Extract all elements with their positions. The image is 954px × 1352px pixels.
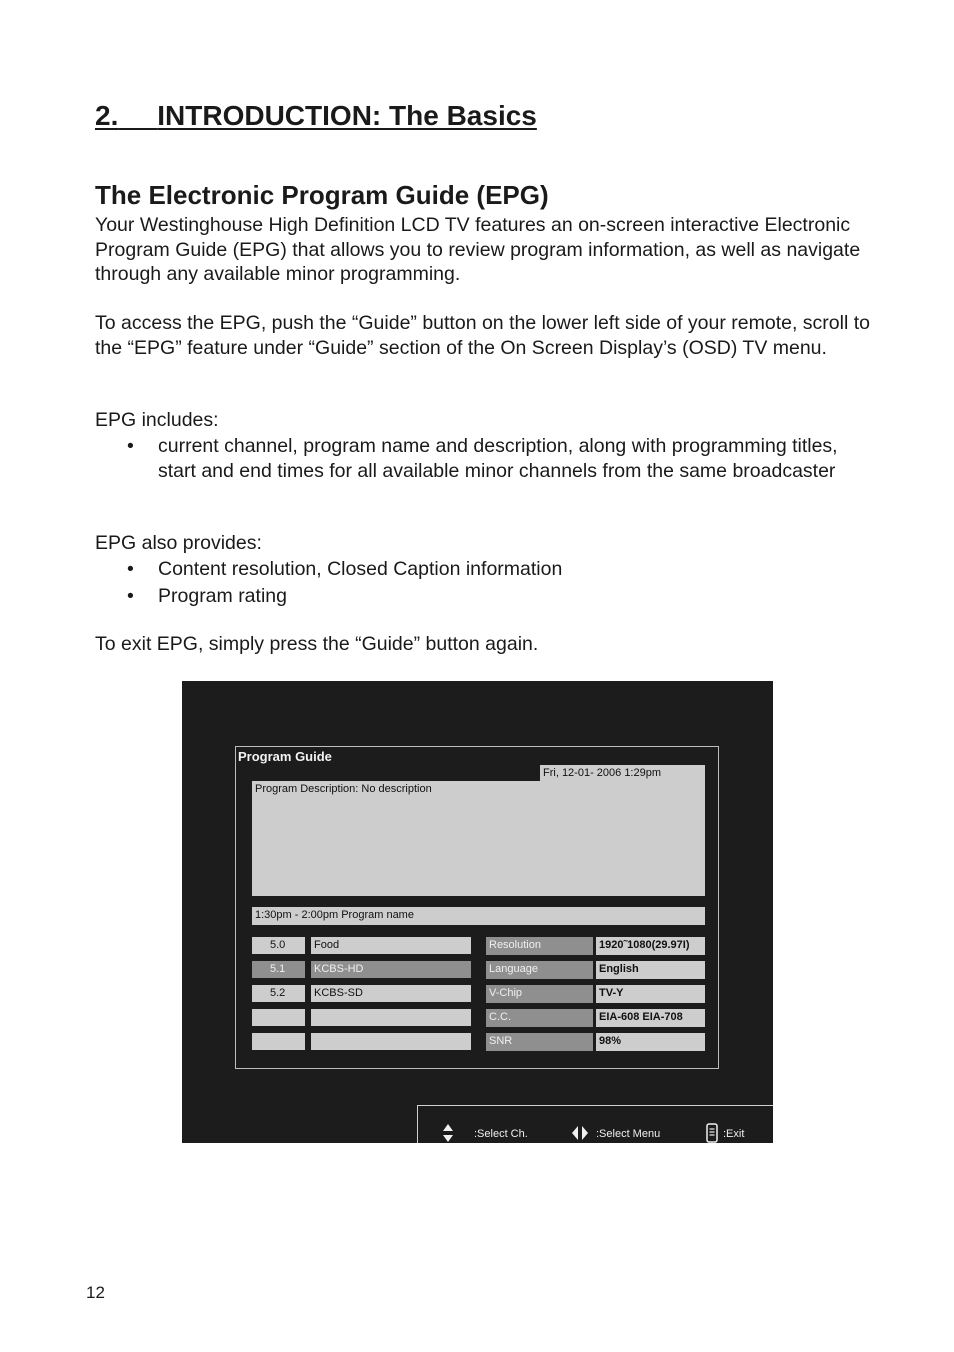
info-label-resolution: Resolution — [486, 937, 593, 955]
up-down-arrows-icon — [442, 1123, 454, 1143]
access-paragraph: To access the EPG, push the “Guide” button on the lower left side of your remote, scroll to the “EPG” feature under “Guide” section of the On Screen Display’s (OSD) TV menu. — [95, 312, 870, 359]
left-right-arrows-icon — [571, 1125, 589, 1141]
info-value-resolution: 1920˜1080(29.97I) — [596, 937, 705, 955]
channel-number[interactable] — [252, 1033, 305, 1050]
list-item: • current channel, program name and description, along with programming titles, start and end times for all available minor channels from the same broadcaster — [95, 434, 875, 483]
program-guide-window — [235, 746, 719, 1069]
channel-name[interactable] — [311, 1009, 471, 1026]
channel-number[interactable]: 5.2 — [252, 985, 305, 1002]
info-value-language: English — [596, 961, 705, 979]
time-program: 1:30pm - 2:00pm Program name — [252, 907, 705, 925]
footer-divider-vertical — [417, 1105, 418, 1143]
provides-list — [95, 557, 875, 610]
section-title-text: INTRODUCTION: The Basics — [157, 100, 537, 131]
program-guide-title: Program Guide — [238, 749, 332, 764]
channel-number[interactable] — [252, 1009, 305, 1026]
select-channel-hint: :Select Ch. — [474, 1128, 528, 1140]
info-value-snr: 98% — [596, 1033, 705, 1051]
info-label-snr: SNR — [486, 1033, 593, 1051]
info-label-language: Language — [486, 961, 593, 979]
channel-name[interactable]: KCBS-HD — [311, 961, 471, 978]
channel-name[interactable] — [311, 1033, 471, 1050]
info-label-vchip: V-Chip — [486, 985, 593, 1003]
epg-screenshot — [182, 681, 773, 1143]
exit-hint: :Exit — [723, 1128, 745, 1140]
subtitle: The Electronic Program Guide (EPG) — [95, 180, 549, 210]
channel-name[interactable]: KCBS-SD — [311, 985, 471, 1002]
remote-icon — [705, 1123, 719, 1143]
info-label-cc: C.C. — [486, 1009, 593, 1027]
channel-number[interactable]: 5.1 — [252, 961, 305, 978]
list-item: • Content resolution, Closed Caption information — [95, 557, 875, 582]
program-description: Program Description: No description — [252, 781, 705, 896]
section-number: 2. — [95, 100, 119, 131]
exit-paragraph: To exit EPG, simply press the “Guide” button again. — [95, 633, 539, 655]
includes-label: EPG includes: — [95, 409, 219, 431]
section-title — [95, 100, 537, 132]
select-menu-hint: :Select Menu — [596, 1128, 661, 1140]
channel-name[interactable]: Food — [311, 937, 471, 954]
intro-paragraph: Your Westinghouse High Definition LCD TV features an on-screen interactive Electronic Program Guide (EPG) that allows you to review program information, as well as navigate through any available minor programming. — [95, 214, 861, 285]
footer-divider — [417, 1105, 773, 1106]
datetime: Fri, 12-01- 2006 1:29pm — [540, 765, 705, 781]
page-number: 12 — [86, 1283, 105, 1302]
info-value-vchip: TV-Y — [596, 985, 705, 1003]
provides-label: EPG also provides: — [95, 532, 262, 554]
list-item: • Program rating — [95, 584, 875, 609]
info-value-cc: EIA-608 EIA-708 — [596, 1009, 705, 1027]
channel-number[interactable]: 5.0 — [252, 937, 305, 954]
includes-list — [95, 434, 875, 485]
